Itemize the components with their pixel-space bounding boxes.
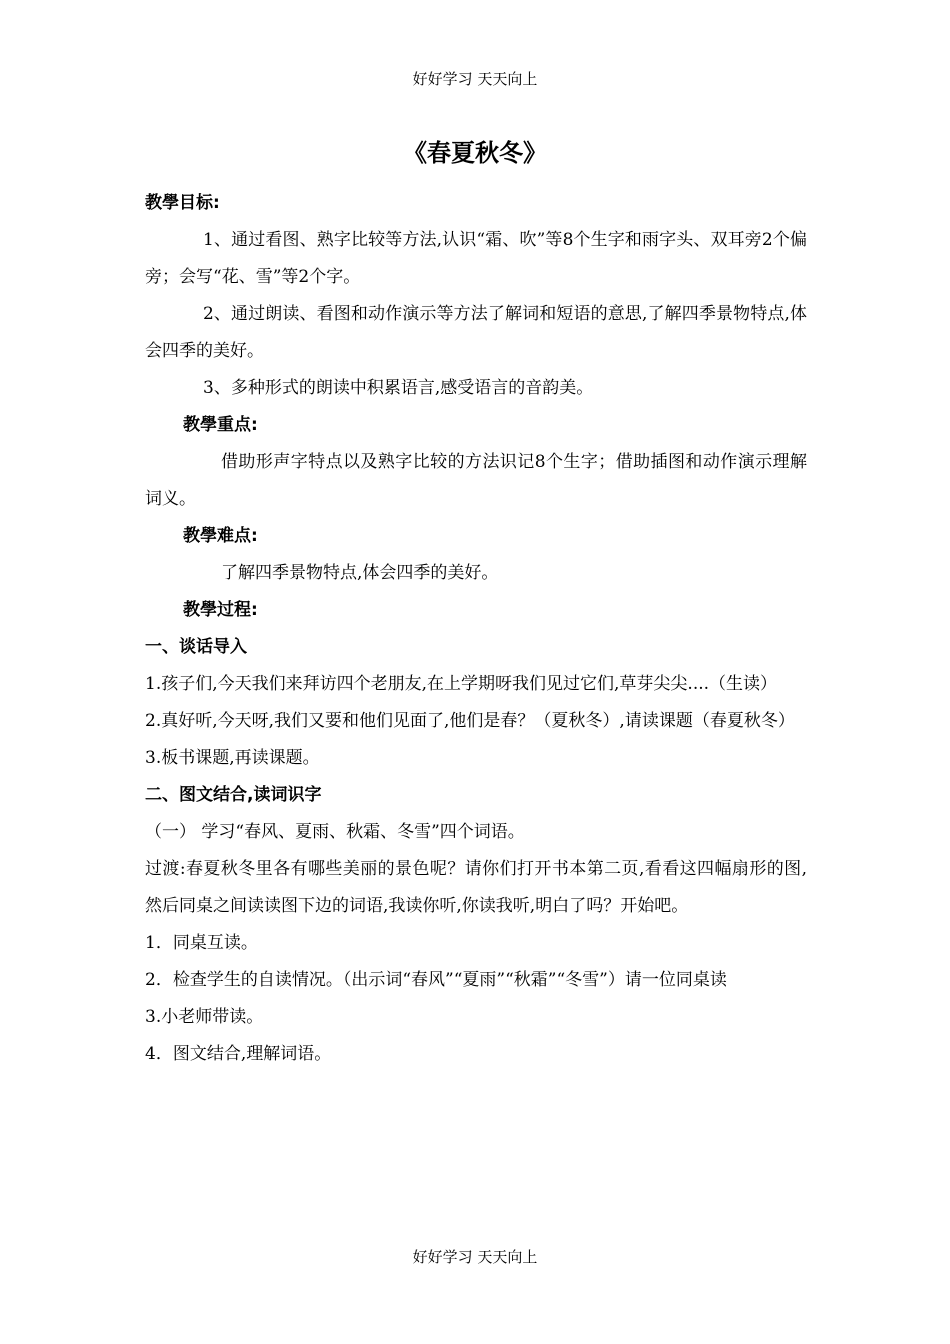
key-points-heading: 教學重点:: [183, 415, 258, 435]
page-footer: 好好学习 天天向上: [412, 1248, 538, 1266]
difficulty-text: 了解四季景物特点,体会四季的美好。: [221, 563, 499, 583]
process-heading: 教學过程:: [183, 600, 258, 620]
part2-step-3: 3.小老师带读。: [145, 1007, 264, 1027]
part2-transition: 过渡:春夏秋冬里各有哪些美丽的景色呢？请你们打开书本第二页,看看这四幅扇形的图,然后同桌之间读读图下边的词语,我读你听,你读我听,明白了吗？开始吧。: [145, 859, 807, 916]
part1-heading: 一、谈话导入: [145, 637, 247, 657]
difficulty-heading: 教學难点:: [183, 526, 258, 546]
part2-step-2: 2．检查学生的自读情况。（出示词“春风”“夏雨”“秋霜”“冬雪”）请一位同桌读: [145, 970, 727, 990]
part1-item-3: 3.板书课题,再读课题。: [145, 748, 320, 768]
part2-step-4: 4．图文结合,理解词语。: [145, 1044, 332, 1064]
part2-sub-1: （一） 学习“春风、夏雨、秋霜、冬雪”四个词语。: [145, 822, 525, 842]
document-body: [145, 185, 807, 1073]
part2-step-1: 1．同桌互读。: [145, 933, 258, 953]
part2-heading: 二、图文结合,读词识字: [145, 785, 322, 805]
page-header: 好好学习 天天向上: [412, 70, 538, 88]
part1-item-1: 1.孩子们,今天我们来拜访四个老朋友,在上学期呀我们见过它们,草芽尖尖....（生读）: [145, 674, 778, 694]
objective-1: 1、通过看图、熟字比较等方法,认识“霜、吹”等8个生字和雨字头、双耳旁2个偏旁；会写“花、雪”等2个字。: [145, 230, 807, 287]
key-points-text: 借助形声字特点以及熟字比较的方法识记8个生字；借助插图和动作演示理解词义。: [145, 452, 807, 509]
objective-3: 3、多种形式的朗读中积累语言,感受语言的音韵美。: [203, 378, 594, 398]
objective-2: 2、通过朗读、看图和动作演示等方法了解词和短语的意思,了解四季景物特点,体会四季的美好。: [145, 304, 807, 361]
objectives-heading: 教學目标:: [145, 193, 220, 213]
part1-item-2: 2.真好听,今天呀,我们又要和他们见面了,他们是春？（夏秋冬）,请读课题（春夏秋冬）: [145, 711, 795, 731]
document-title: 《春夏秋冬》: [403, 139, 547, 167]
